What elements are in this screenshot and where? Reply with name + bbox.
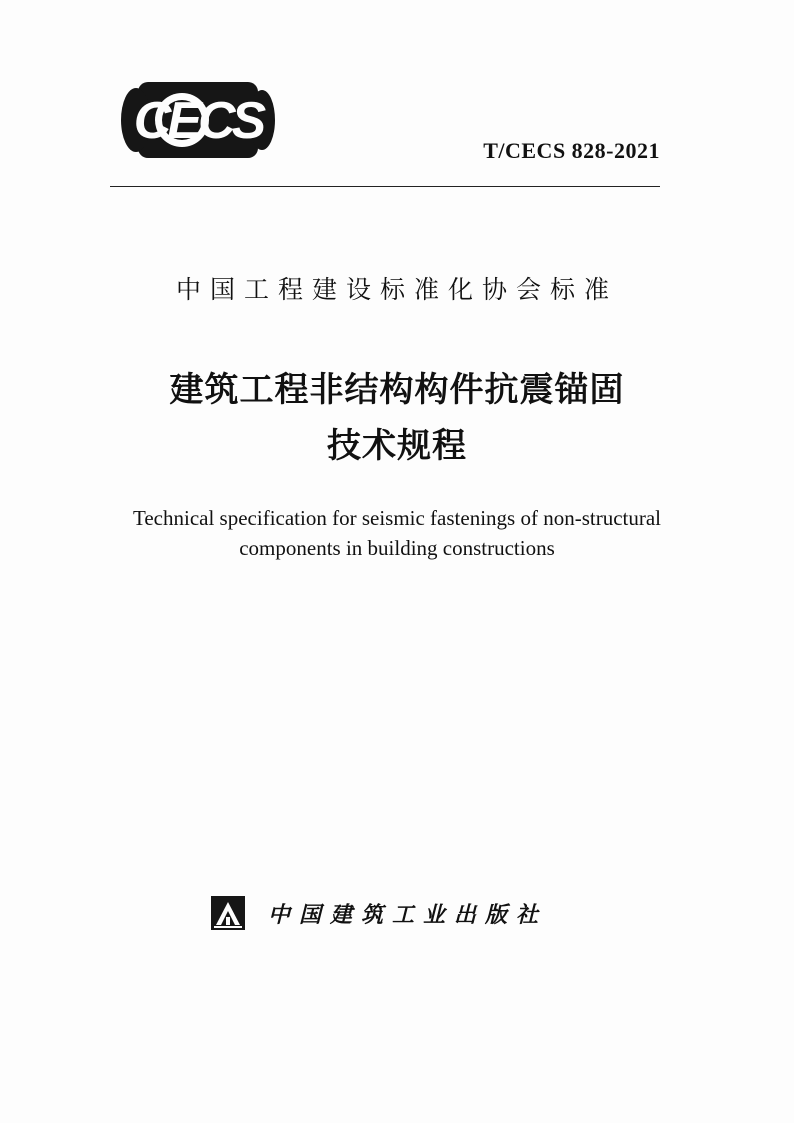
publisher <box>210 893 547 933</box>
header-divider <box>110 186 660 187</box>
cecs-logo <box>120 80 275 160</box>
cecs-logo-icon <box>120 80 275 160</box>
association-name: 中国工程建设标准化协会标准 <box>175 275 618 304</box>
standard-code: T/CECS 828-2021 <box>483 138 660 163</box>
title-en-line-1: Technical specification for seismic fastenings of non-structural <box>132 506 661 530</box>
title-cn-line-2: 技术规程 <box>327 426 467 466</box>
svg-text:CECS: CECS <box>133 92 263 150</box>
title-cn-line-1: 建筑工程非结构构件抗震锚固 <box>169 370 625 410</box>
publisher-name: 中国建筑工业出版社 <box>268 901 548 928</box>
publisher-logo-icon <box>210 895 246 931</box>
title-en-line-2: components in building constructions <box>239 536 555 560</box>
